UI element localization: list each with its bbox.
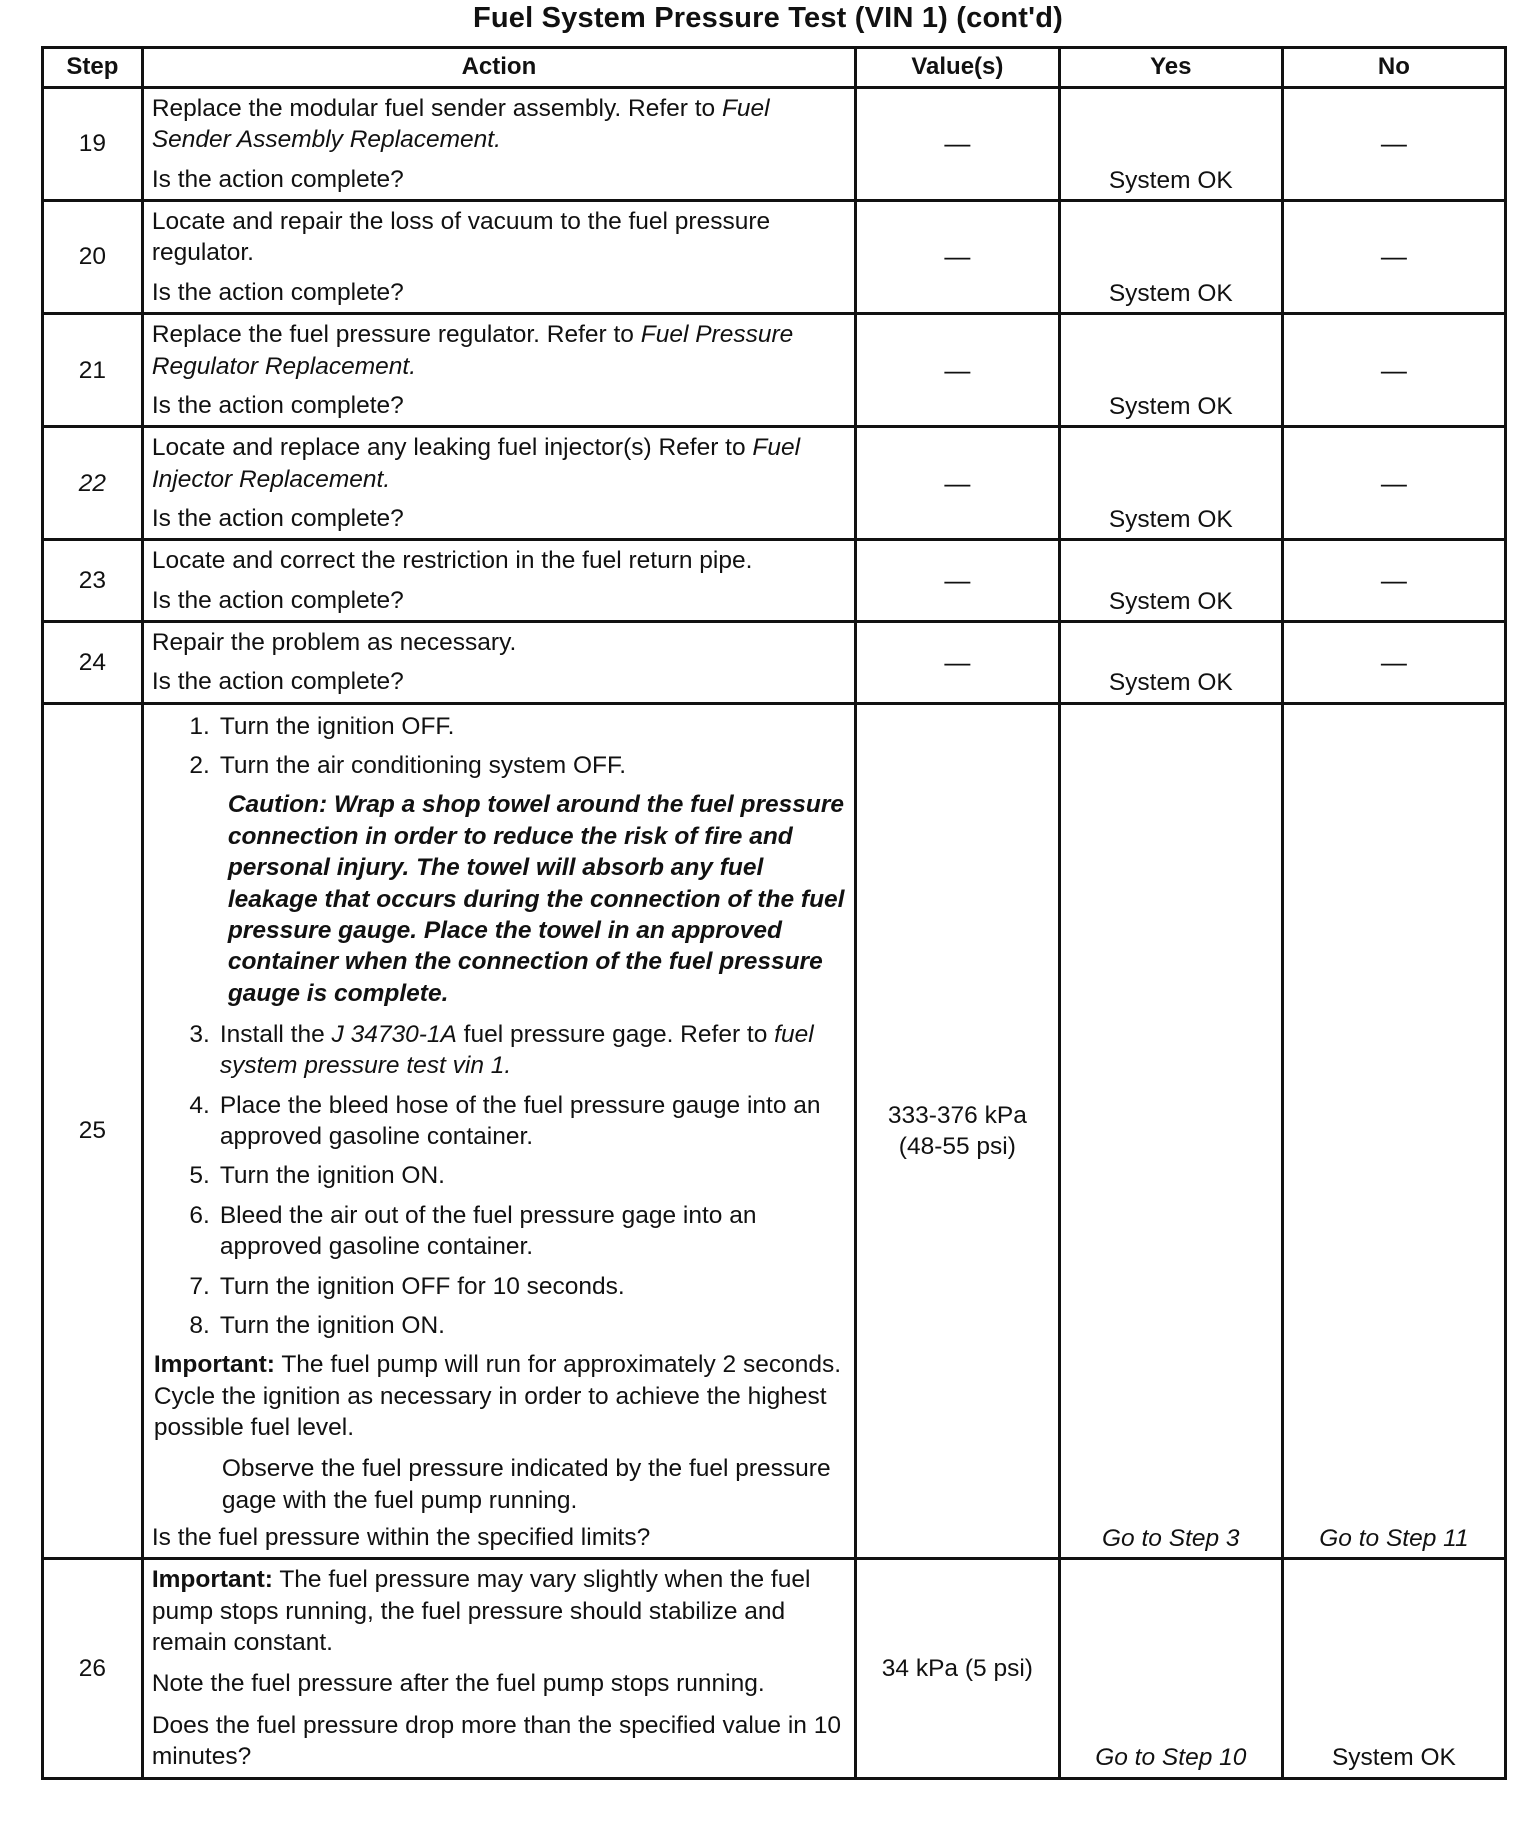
procedure-reference: Fuel Pressure Regulator Replacement.: [151, 321, 794, 380]
step-number: 25: [43, 703, 143, 1559]
tool-number: J 34730-1A: [331, 1020, 457, 1048]
no-result: —: [1282, 540, 1505, 622]
yes-result: System OK: [1108, 505, 1233, 533]
step-number: 23: [43, 540, 143, 622]
no-cell: [1282, 703, 1505, 1559]
list-text: Turn the ignition ON.: [219, 1162, 445, 1190]
no-result: Go to Step 11: [1319, 1525, 1469, 1553]
yes-result: Go to Step 10: [1095, 1744, 1247, 1772]
action-text: Replace the modular fuel sender assembly. Refer to: [151, 95, 722, 122]
action-question: Is the action complete?: [151, 278, 404, 306]
list-item: [152, 1160, 846, 1191]
yes-result: System OK: [1108, 279, 1233, 307]
procedure-reference: Fuel Sender Assembly Replacement.: [151, 95, 770, 154]
yes-result: Go to Step 3: [1102, 1525, 1240, 1553]
action-cell: [142, 314, 855, 427]
step-number: 24: [43, 622, 143, 704]
list-text: Turn the ignition ON.: [219, 1311, 445, 1339]
value-psi: (48-55 psi): [898, 1133, 1016, 1161]
action-cell: [142, 622, 855, 704]
list-number: 3.: [189, 1020, 210, 1048]
action-cell: [142, 88, 855, 201]
important-label: Important:: [153, 1351, 275, 1379]
list-text: [220, 1019, 846, 1082]
value-cell: —: [855, 201, 1059, 314]
yes-cell: [1059, 703, 1282, 1559]
header-no: No: [1282, 48, 1505, 88]
list-number: 8.: [189, 1311, 210, 1339]
yes-cell: [1059, 314, 1282, 427]
yes-cell: [1059, 622, 1282, 704]
table-row: [43, 622, 1506, 704]
value-cell: —: [855, 314, 1059, 427]
value-cell: [855, 703, 1059, 1559]
list-item: [152, 711, 846, 742]
yes-cell: [1059, 1559, 1282, 1778]
list-text: Place the bleed hose of the fuel pressure gauge into an approved gasoline container.: [219, 1091, 821, 1151]
header-step: Step: [43, 48, 143, 88]
step-number: 21: [43, 314, 143, 427]
action-question: Does the fuel pressure drop more than the specified value in 10 minutes?: [151, 1711, 841, 1771]
list-item: [152, 750, 846, 781]
list-number: 1.: [189, 712, 210, 740]
list-text: Turn the air conditioning system OFF.: [219, 752, 627, 780]
yes-result: System OK: [1108, 166, 1233, 194]
action-cell: [142, 1559, 855, 1778]
table-row: [43, 88, 1506, 201]
action-question: Is the fuel pressure within the specified limits?: [151, 1524, 651, 1552]
list-text-part: fuel pressure gage. Refer to: [456, 1020, 775, 1048]
list-item: [152, 1090, 846, 1153]
yes-result: System OK: [1108, 392, 1233, 420]
list-item: [152, 1310, 846, 1341]
important-label: Important:: [151, 1566, 273, 1594]
action-question: Is the action complete?: [151, 668, 404, 696]
table-row: [43, 540, 1506, 622]
value-cell: —: [855, 622, 1059, 704]
list-number: 5.: [189, 1162, 210, 1190]
procedure-reference: Fuel Injector Replacement.: [151, 434, 801, 493]
header-values: Value(s): [855, 48, 1059, 88]
value-cell: 34 kPa (5 psi): [855, 1559, 1059, 1778]
caution-note: Caution: Wrap a shop towel around the fuel pressure connection in order to reduce the risk of fire and personal injury. The towel will absorb any fuel leakage that occurs during the connection of the fuel pressure gauge. Place the towel in an approved container when the connection of the fuel pressure gauge is complete.: [227, 791, 845, 1007]
header-yes: Yes: [1059, 48, 1282, 88]
list-text: Turn the ignition OFF.: [219, 712, 455, 740]
action-question: Is the action complete?: [151, 165, 404, 193]
list-item: [152, 1271, 846, 1302]
no-result: —: [1282, 622, 1505, 704]
no-result: —: [1282, 314, 1505, 427]
list-number: 2.: [189, 752, 210, 780]
yes-cell: [1059, 427, 1282, 540]
no-cell: [1282, 1559, 1505, 1778]
important-note: [152, 1564, 846, 1658]
step-number: 19: [43, 88, 143, 201]
action-cell: [142, 703, 855, 1559]
list-number: 6.: [189, 1201, 210, 1229]
important-note: [154, 1349, 846, 1443]
table-row: [43, 314, 1506, 427]
no-result: —: [1282, 427, 1505, 540]
action-text: Repair the problem as necessary.: [151, 629, 517, 657]
page-title: Fuel System Pressure Test (VIN 1) (cont'd): [472, 2, 1064, 34]
yes-result: System OK: [1108, 587, 1233, 615]
step-number: 22: [43, 427, 143, 540]
table-row-step-25: [43, 703, 1506, 1559]
diagnostic-table: [41, 46, 1507, 1780]
yes-cell: [1059, 201, 1282, 314]
action-text: Replace the fuel pressure regulator. Refer to: [151, 321, 641, 349]
value-cell: —: [855, 427, 1059, 540]
header-action: Action: [142, 48, 855, 88]
important-text: The fuel pump will run for approximately 2 seconds. Cycle the ignition as necessary in order to achieve the highest possible fuel level.: [153, 1351, 842, 1441]
important-text: The fuel pressure may vary slightly when the fuel pump stops running, the fuel pressure should stabilize and remain constant.: [151, 1566, 811, 1657]
step-number: 26: [43, 1559, 143, 1778]
yes-cell: [1059, 88, 1282, 201]
list-text-part: Install the: [219, 1020, 332, 1048]
value-kpa: 333-376 kPa: [887, 1101, 1027, 1129]
action-text: Locate and repair the loss of vacuum to the fuel pressure regulator.: [151, 208, 771, 267]
action-question: Is the action complete?: [151, 586, 404, 614]
no-result: System OK: [1331, 1744, 1456, 1772]
action-cell: [142, 201, 855, 314]
no-result: —: [1282, 88, 1505, 201]
action-cell: [142, 540, 855, 622]
table-row-step-26: [43, 1559, 1506, 1778]
yes-result: System OK: [1108, 669, 1233, 697]
value-cell: —: [855, 540, 1059, 622]
value-cell: —: [855, 88, 1059, 201]
table-row: [43, 427, 1506, 540]
observe-instruction: Observe the fuel pressure indicated by the fuel pressure gage with the fuel pump running.: [221, 1455, 831, 1514]
yes-cell: [1059, 540, 1282, 622]
action-text: Locate and correct the restriction in the fuel return pipe.: [151, 547, 753, 575]
action-text: Locate and replace any leaking fuel injector(s) Refer to: [151, 434, 753, 462]
step-number: 20: [43, 201, 143, 314]
list-item: [152, 1200, 846, 1263]
table-row: [43, 201, 1506, 314]
list-text: Turn the ignition OFF for 10 seconds.: [219, 1272, 625, 1300]
action-note: Note the fuel pressure after the fuel pump stops running.: [151, 1670, 765, 1698]
no-result: —: [1282, 201, 1505, 314]
list-number: 7.: [189, 1272, 210, 1300]
action-question: Is the action complete?: [151, 504, 404, 532]
list-item: [152, 1019, 846, 1082]
action-cell: [142, 427, 855, 540]
procedure-reference: fuel system pressure test vin 1.: [219, 1020, 814, 1080]
table-header-row: [43, 48, 1506, 88]
action-question: Is the action complete?: [151, 391, 404, 419]
list-text: Bleed the air out of the fuel pressure gage into an approved gasoline container.: [219, 1201, 757, 1261]
list-number: 4.: [189, 1091, 210, 1119]
